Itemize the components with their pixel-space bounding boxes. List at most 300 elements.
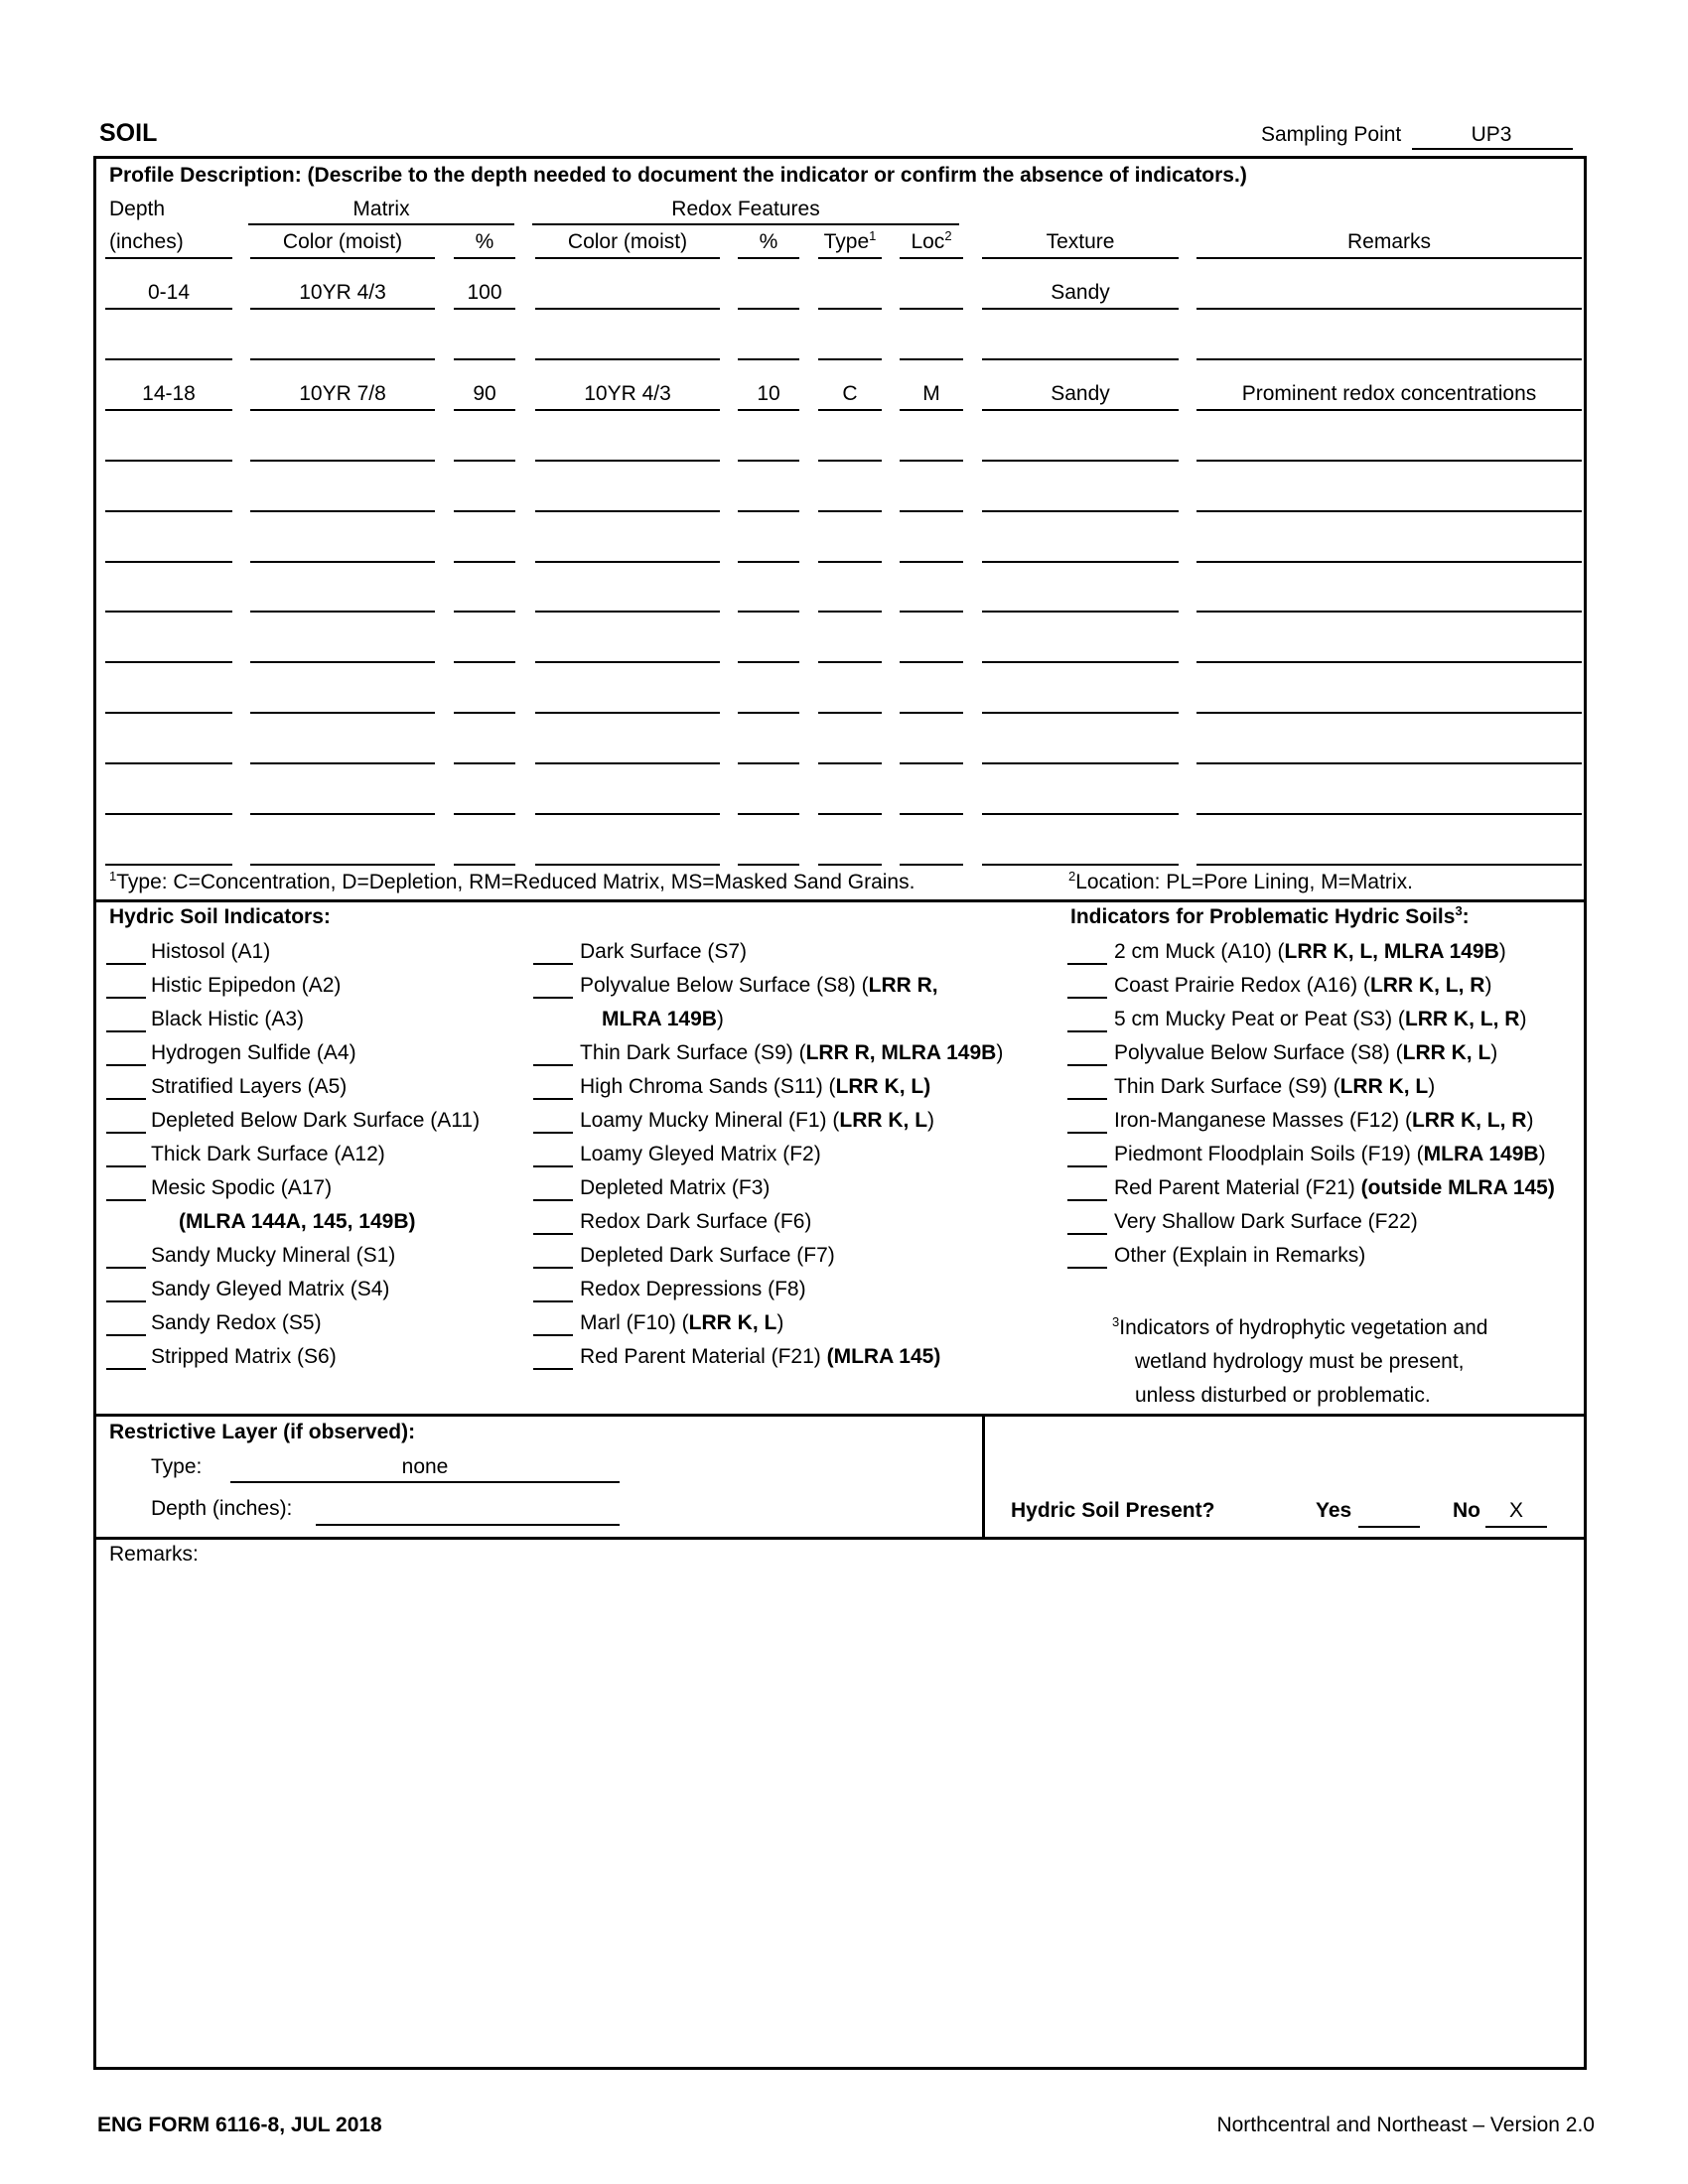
problematic-heading-text: Indicators for Problematic Hydric Soils xyxy=(1070,905,1456,928)
profile-row-underline xyxy=(1196,510,1582,512)
profile-heading: Profile Description: (Describe to the depth needed to document the indicator or confirm the absence of indicators.) xyxy=(109,164,1247,187)
problematic-indicator-item xyxy=(1114,1040,1497,1066)
profile-cell-matrix-pct[interactable]: 90 xyxy=(473,382,496,405)
indicator-checkbox-blank[interactable] xyxy=(533,1233,573,1235)
problematic-heading xyxy=(1070,904,1470,930)
profile-row-underline xyxy=(738,762,799,764)
sampling-point-label: Sampling Point xyxy=(1261,123,1402,146)
indicator-region: MLRA 149B xyxy=(602,1008,717,1030)
profile-row-underline xyxy=(454,661,515,663)
indicator-checkbox-blank[interactable] xyxy=(1067,1064,1107,1066)
restrictive-heading: Restrictive Layer (if observed): xyxy=(109,1421,416,1443)
restrictive-divider xyxy=(982,1415,985,1538)
profile-row-underline xyxy=(982,409,1179,411)
hydric-indicator-item: Stratified Layers (A5) xyxy=(151,1075,348,1098)
indicator-checkbox-blank[interactable] xyxy=(106,1165,146,1167)
profile-row-underline xyxy=(1196,308,1582,310)
profile-row-underline xyxy=(818,510,882,512)
profile-row-underline xyxy=(900,864,963,866)
problematic-indicator-item xyxy=(1114,1209,1418,1235)
sampling-point-underline xyxy=(1412,148,1573,150)
indicator-checkbox-blank[interactable] xyxy=(106,1334,146,1336)
profile-cell-depth[interactable]: 0-14 xyxy=(147,281,191,304)
profile-row-underline xyxy=(738,308,799,310)
profile-cell-type[interactable]: C xyxy=(842,382,858,405)
indicator-checkbox-blank[interactable] xyxy=(106,1199,146,1201)
profile-row-underline xyxy=(738,661,799,663)
loc-footnote-marker: 2 xyxy=(944,228,952,243)
profile-row-underline xyxy=(454,358,515,360)
profile-row-underline xyxy=(250,561,435,563)
profile-row-underline xyxy=(900,460,963,462)
profile-row-underline xyxy=(738,510,799,512)
profile-row-underline xyxy=(535,712,720,714)
hydric-indicator-item: Histosol (A1) xyxy=(151,940,271,963)
remarks-label: Remarks: xyxy=(109,1543,199,1566)
depth-group-label: Depth xyxy=(109,198,166,220)
indicator-text: Loamy Mucky Mineral (F1) ( xyxy=(580,1109,840,1132)
column-header-remarks xyxy=(1196,229,1582,255)
indicator-checkbox-blank[interactable] xyxy=(106,1064,146,1066)
column-header-text: Color (moist) xyxy=(567,230,688,253)
indicator-text: Very Shallow Dark Surface (F22) xyxy=(1114,1210,1418,1233)
profile-cell-loc[interactable]: M xyxy=(922,382,940,405)
profile-row-underline xyxy=(818,661,882,663)
sampling-point-field[interactable]: UP3 xyxy=(1471,123,1512,146)
profile-row-underline xyxy=(818,358,882,360)
profile-row-underline xyxy=(535,358,720,360)
profile-row-underline xyxy=(900,510,963,512)
profile-row-underline xyxy=(900,762,963,764)
indicator-region: LRR R, xyxy=(868,974,938,997)
problematic-indicator-item xyxy=(1114,939,1506,965)
profile-row-underline xyxy=(454,460,515,462)
profile-row-underline xyxy=(250,510,435,512)
restrictive-depth-underline xyxy=(316,1524,620,1526)
profile-row-underline xyxy=(454,308,515,310)
column-header-underline xyxy=(982,257,1179,259)
column-header-text: Remarks xyxy=(1346,230,1431,253)
profile-row-underline xyxy=(105,661,232,663)
indicator-region: LRR K, L xyxy=(839,1109,928,1132)
indicator-tail: ) xyxy=(1490,1041,1498,1064)
profile-row-underline xyxy=(982,712,1179,714)
profile-row-underline xyxy=(454,813,515,815)
footer-form-id: ENG FORM 6116-8, JUL 2018 xyxy=(97,2114,382,2136)
column-header-text: Type xyxy=(823,230,870,253)
hydric-indicator-item xyxy=(580,1040,1003,1066)
profile-row-underline xyxy=(1196,460,1582,462)
profile-row-underline xyxy=(535,762,720,764)
problematic-indicator-item xyxy=(1114,1142,1546,1167)
indicator-checkbox-blank[interactable] xyxy=(533,1368,573,1370)
profile-row-underline xyxy=(818,611,882,613)
indicator-text: Red Parent Material (F21) xyxy=(580,1345,827,1368)
profile-row-underline xyxy=(250,712,435,714)
column-header-text: Texture xyxy=(1046,230,1115,253)
problematic-note-2: wetland hydrology must be present, xyxy=(1135,1350,1465,1373)
indicator-checkbox-blank[interactable] xyxy=(1067,1233,1107,1235)
profile-row-underline xyxy=(982,813,1179,815)
indicator-checkbox-blank[interactable] xyxy=(1067,1267,1107,1269)
indicator-text: Loamy Gleyed Matrix (F2) xyxy=(580,1143,821,1165)
profile-row-underline xyxy=(738,358,799,360)
profile-row-underline xyxy=(105,611,232,613)
problematic-note-3: unless disturbed or problematic. xyxy=(1135,1384,1431,1407)
profile-cell-matrix-color[interactable]: 10YR 4/3 xyxy=(299,281,386,304)
indicator-text: Redox Dark Surface (F6) xyxy=(580,1210,812,1233)
indicator-checkbox-blank[interactable] xyxy=(1067,1030,1107,1032)
problematic-note-1 xyxy=(1112,1315,1487,1341)
restrictive-depth-label: Depth (inches): xyxy=(151,1497,293,1520)
hydric-indicator-item xyxy=(580,1175,770,1201)
problematic-indicator-item xyxy=(1114,1074,1435,1100)
indicator-tail: ) xyxy=(927,1109,935,1132)
profile-row-underline xyxy=(250,409,435,411)
profile-row-underline xyxy=(900,308,963,310)
hydric-indicator-item: Depleted Below Dark Surface (A11) xyxy=(151,1109,481,1132)
problematic-note-text-1: Indicators of hydrophytic vegetation and xyxy=(1119,1316,1488,1339)
indicator-tail: ) xyxy=(1538,1143,1546,1165)
profile-row-underline xyxy=(818,813,882,815)
footnote-type: $^1$Type: C=Concentration, D=Depletion, RM=Reduced Matrix, MS=Masked Sand Grains. xyxy=(109,869,915,893)
hydric-no-underline xyxy=(1485,1526,1547,1528)
profile-row-underline xyxy=(982,611,1179,613)
profile-row-underline xyxy=(1196,561,1582,563)
column-header-text: Loc xyxy=(911,230,945,253)
profile-row-underline xyxy=(982,510,1179,512)
hydric-indicator-item xyxy=(580,973,938,999)
indicator-tail: ) xyxy=(1519,1008,1527,1030)
indicator-region: (outside MLRA 145) xyxy=(1360,1176,1555,1199)
indicator-checkbox-blank[interactable] xyxy=(533,1334,573,1336)
indicator-region: MLRA 149B xyxy=(1423,1143,1539,1165)
profile-row-underline xyxy=(250,460,435,462)
indicator-region: LRR K, L xyxy=(688,1311,777,1334)
footnote-type-text: Type: C=Concentration, D=Depletion, RM=Reduced Matrix, MS=Masked Sand Grains. xyxy=(116,871,915,893)
column-header-type xyxy=(818,229,882,255)
indicator-tail: ) xyxy=(1498,940,1506,963)
profile-row-underline xyxy=(900,661,963,663)
indicator-checkbox-blank[interactable] xyxy=(106,1030,146,1032)
profile-row-underline xyxy=(900,358,963,360)
profile-row-underline xyxy=(105,561,232,563)
profile-row-underline xyxy=(535,813,720,815)
profile-cell-remarks[interactable]: Prominent redox concentrations xyxy=(1241,382,1537,405)
indicator-checkbox-blank[interactable] xyxy=(533,1098,573,1100)
hydric-yes-underline xyxy=(1358,1526,1420,1528)
indicator-region: (MLRA 145) xyxy=(826,1345,941,1368)
hydric-indicator-item: Stripped Matrix (S6) xyxy=(151,1345,337,1368)
problematic-indicator-item xyxy=(1114,1108,1533,1134)
profile-row-underline xyxy=(1196,813,1582,815)
indicator-region: LRR K, L) xyxy=(835,1075,931,1098)
restrictive-type-field[interactable]: none xyxy=(401,1455,449,1478)
indicator-checkbox-blank[interactable] xyxy=(1067,1098,1107,1100)
indicator-tail: ) xyxy=(996,1041,1004,1064)
indicator-checkbox-blank[interactable] xyxy=(1067,963,1107,965)
indicator-checkbox-blank[interactable] xyxy=(106,1098,146,1100)
type-footnote-marker: 1 xyxy=(869,228,877,243)
profile-row-underline xyxy=(105,409,232,411)
profile-row-underline xyxy=(454,561,515,563)
indicator-text: Depleted Matrix (F3) xyxy=(580,1176,771,1199)
indicator-checkbox-blank[interactable] xyxy=(106,997,146,999)
indicator-text: Piedmont Floodplain Soils (F19) ( xyxy=(1114,1143,1424,1165)
redox-group-line xyxy=(532,223,959,225)
profile-row-underline xyxy=(818,409,882,411)
indicator-text: Other (Explain in Remarks) xyxy=(1114,1244,1366,1267)
profile-row-underline xyxy=(454,409,515,411)
profile-row-underline xyxy=(982,308,1179,310)
section-divider-1 xyxy=(93,899,1587,902)
column-header-underline xyxy=(535,257,720,259)
profile-row-underline xyxy=(535,409,720,411)
profile-row-underline xyxy=(535,460,720,462)
profile-row-underline xyxy=(982,460,1179,462)
profile-row-underline xyxy=(1196,712,1582,714)
indicator-checkbox-blank[interactable] xyxy=(106,1267,146,1269)
hydric-indicator-item xyxy=(580,1277,806,1302)
hydric-indicators-heading: Hydric Soil Indicators: xyxy=(109,905,331,928)
indicator-checkbox-blank[interactable] xyxy=(533,1300,573,1302)
hydric-indicator-item: Hydrogen Sulfide (A4) xyxy=(151,1041,356,1064)
profile-row-underline xyxy=(250,358,435,360)
form-title: SOIL xyxy=(99,119,158,147)
profile-row-underline xyxy=(454,712,515,714)
indicator-text: Iron-Manganese Masses (F12) ( xyxy=(1114,1109,1412,1132)
profile-row-underline xyxy=(105,864,232,866)
redox-group-label: Redox Features xyxy=(671,198,820,220)
profile-row-underline xyxy=(535,661,720,663)
profile-row-underline xyxy=(818,864,882,866)
section-divider-3 xyxy=(93,1537,1587,1540)
indicator-tail: ) xyxy=(1428,1075,1436,1098)
hydric-no-field[interactable]: X xyxy=(1508,1499,1523,1522)
hydric-indicator-item: Thick Dark Surface (A12) xyxy=(151,1143,385,1165)
indicator-checkbox-blank[interactable] xyxy=(1067,1199,1107,1201)
profile-row-underline xyxy=(818,762,882,764)
profile-cell-redox-color[interactable]: 10YR 4/3 xyxy=(584,382,671,405)
profile-row-underline xyxy=(535,510,720,512)
hydric-indicator-item: Mesic Spodic (A17) xyxy=(151,1176,333,1199)
indicator-checkbox-blank[interactable] xyxy=(533,1064,573,1066)
profile-row-underline xyxy=(535,308,720,310)
indicator-text: Thin Dark Surface (S9) ( xyxy=(580,1041,806,1064)
indicator-region: LRR K, L xyxy=(1339,1075,1429,1098)
hydric-indicator-item xyxy=(580,1074,930,1100)
indicator-region: LRR K, L, R xyxy=(1369,974,1485,997)
profile-row-underline xyxy=(900,712,963,714)
profile-cell-redox-pct[interactable]: 10 xyxy=(757,382,780,405)
hydric-indicator-item xyxy=(580,1209,811,1235)
indicator-checkbox-blank[interactable] xyxy=(533,963,573,965)
hydric-indicator-item xyxy=(580,1108,934,1134)
profile-row-underline xyxy=(738,611,799,613)
profile-row-underline xyxy=(250,864,435,866)
indicator-region: LRR K, L xyxy=(1402,1041,1491,1064)
hydric-indicator-item: Sandy Mucky Mineral (S1) xyxy=(151,1244,396,1267)
footnote-location-text: Location: PL=Pore Lining, M=Matrix. xyxy=(1075,871,1413,893)
column-header-underline xyxy=(1196,257,1582,259)
profile-row-underline xyxy=(535,611,720,613)
indicator-text: Coast Prairie Redox (A16) ( xyxy=(1114,974,1370,997)
profile-row-underline xyxy=(982,864,1179,866)
profile-row-underline xyxy=(818,561,882,563)
profile-row-underline xyxy=(1196,762,1582,764)
profile-row-underline xyxy=(1196,358,1582,360)
indicator-tail: ) xyxy=(1484,974,1492,997)
restrictive-type-label: Type: xyxy=(151,1455,203,1478)
column-header-underline xyxy=(250,257,435,259)
indicator-text: Thin Dark Surface (S9) ( xyxy=(1114,1075,1340,1098)
column-header-underline xyxy=(738,257,799,259)
profile-row-underline xyxy=(1196,864,1582,866)
column-header-text: % xyxy=(475,230,494,253)
profile-row-underline xyxy=(982,762,1179,764)
column-header-text: % xyxy=(759,230,778,253)
profile-cell-matrix-color[interactable]: 10YR 7/8 xyxy=(299,382,386,405)
profile-row-underline xyxy=(454,510,515,512)
remarks-area[interactable] xyxy=(99,1570,1579,2063)
indicator-region: LRR R, MLRA 149B xyxy=(805,1041,997,1064)
profile-row-underline xyxy=(1196,409,1582,411)
problematic-heading-sup: 3 xyxy=(1455,903,1463,918)
section-divider-2 xyxy=(93,1414,1587,1417)
column-header-loc xyxy=(900,229,963,255)
indicator-checkbox-blank[interactable] xyxy=(106,1300,146,1302)
profile-row-underline xyxy=(250,661,435,663)
profile-row-underline xyxy=(105,510,232,512)
column-header-underline xyxy=(900,257,963,259)
profile-row-underline xyxy=(982,661,1179,663)
indicator-text: Redox Depressions (F8) xyxy=(580,1278,806,1300)
indicator-checkbox-blank[interactable] xyxy=(106,1368,146,1370)
column-header-underline xyxy=(454,257,515,259)
profile-row-underline xyxy=(738,460,799,462)
problematic-indicator-item xyxy=(1114,1243,1365,1269)
indicator-text: 2 cm Muck (A10) ( xyxy=(1114,940,1285,963)
profile-row-underline xyxy=(900,409,963,411)
profile-cell-texture[interactable]: Sandy xyxy=(1051,382,1110,405)
profile-row-underline xyxy=(818,712,882,714)
hydric-present-label: Hydric Soil Present? xyxy=(1011,1499,1215,1522)
indicator-region: LRR K, L, MLRA 149B xyxy=(1284,940,1499,963)
profile-row-underline xyxy=(105,762,232,764)
profile-row-underline xyxy=(738,409,799,411)
profile-row-underline xyxy=(250,813,435,815)
profile-row-underline xyxy=(738,561,799,563)
profile-row-underline xyxy=(105,813,232,815)
profile-row-underline xyxy=(535,864,720,866)
profile-cell-matrix-pct[interactable]: 100 xyxy=(467,281,502,304)
column-header-underline xyxy=(818,257,882,259)
restrictive-type-underline xyxy=(230,1481,620,1483)
mesic-spodic-mlra: (MLRA 144A, 145, 149B) xyxy=(179,1210,416,1233)
hydric-indicator-item xyxy=(580,1243,835,1269)
indicator-tail: ) xyxy=(776,1311,784,1334)
column-header-matrix-pct xyxy=(454,229,515,255)
profile-row-underline xyxy=(818,308,882,310)
indicator-checkbox-blank[interactable] xyxy=(106,1132,146,1134)
indicator-text: Marl (F10) ( xyxy=(580,1311,689,1334)
problematic-indicator-item xyxy=(1114,1175,1555,1201)
column-header-depth xyxy=(109,229,236,255)
indicator-checkbox-blank[interactable] xyxy=(533,1132,573,1134)
indicator-checkbox-blank[interactable] xyxy=(1067,1132,1107,1134)
profile-row-underline xyxy=(454,864,515,866)
column-header-texture xyxy=(982,229,1179,255)
hydric-indicator-item: Sandy Redox (S5) xyxy=(151,1311,322,1334)
hydric-indicator-item xyxy=(580,1142,821,1167)
profile-row-underline xyxy=(105,308,232,310)
problematic-note-sup: 3 xyxy=(1112,1314,1120,1329)
profile-row-underline xyxy=(818,460,882,462)
hydric-indicator-item xyxy=(580,939,747,965)
profile-row-underline xyxy=(250,611,435,613)
indicator-text: Polyvalue Below Surface (S8) ( xyxy=(580,974,869,997)
column-header-underline xyxy=(105,257,232,259)
indicator-region: LRR K, L, R xyxy=(1411,1109,1527,1132)
profile-row-underline xyxy=(250,308,435,310)
profile-row-underline xyxy=(454,762,515,764)
indicator-checkbox-blank[interactable] xyxy=(533,1165,573,1167)
hydric-indicator-item: Black Histic (A3) xyxy=(151,1008,305,1030)
indicator-checkbox-blank[interactable] xyxy=(106,963,146,965)
problematic-indicator-item xyxy=(1114,1007,1526,1032)
indicator-checkbox-blank[interactable] xyxy=(533,997,573,999)
indicator-tail: ) xyxy=(1526,1109,1534,1132)
indicator-checkbox-blank[interactable] xyxy=(1067,997,1107,999)
column-header-redox-pct xyxy=(738,229,799,255)
profile-row-underline xyxy=(982,358,1179,360)
profile-cell-texture[interactable]: Sandy xyxy=(1051,281,1110,304)
indicator-text: High Chroma Sands (S11) ( xyxy=(580,1075,836,1098)
hydric-indicator-item: Sandy Gleyed Matrix (S4) xyxy=(151,1278,390,1300)
profile-row-underline xyxy=(738,864,799,866)
profile-row-underline xyxy=(105,358,232,360)
problematic-heading-tail: : xyxy=(1462,905,1470,928)
indicator-text: Dark Surface (S7) xyxy=(580,940,748,963)
hydric-indicator-item xyxy=(580,1310,783,1336)
indicator-checkbox-blank[interactable] xyxy=(1067,1165,1107,1167)
indicator-text: Depleted Dark Surface (F7) xyxy=(580,1244,835,1267)
profile-row-underline xyxy=(900,611,963,613)
footer-version: Northcentral and Northeast – Version 2.0 xyxy=(1216,2114,1595,2136)
hydric-indicator-item xyxy=(580,1344,940,1370)
footnote-location: $^2$Location: PL=Pore Lining, M=Matrix. xyxy=(1068,869,1413,893)
indicator-checkbox-blank[interactable] xyxy=(533,1199,573,1201)
indicator-region: LRR K, L, R xyxy=(1404,1008,1520,1030)
matrix-group-label: Matrix xyxy=(352,198,410,220)
indicator-text: 5 cm Mucky Peat or Peat (S3) ( xyxy=(1114,1008,1405,1030)
profile-row-underline xyxy=(105,712,232,714)
profile-row-underline xyxy=(454,611,515,613)
hydric-indicator-item: Histic Epipedon (A2) xyxy=(151,974,342,997)
profile-row-underline xyxy=(105,460,232,462)
profile-cell-depth[interactable]: 14-18 xyxy=(142,382,196,405)
column-header-text: Color (moist) xyxy=(282,230,403,253)
hydric-yes-label: Yes xyxy=(1316,1499,1352,1522)
indicator-checkbox-blank[interactable] xyxy=(533,1267,573,1269)
matrix-group-line xyxy=(248,223,514,225)
column-header-matrix-color xyxy=(250,229,435,255)
problematic-indicator-item xyxy=(1114,973,1491,999)
polyvalue-mlra-continuation xyxy=(602,1007,724,1032)
profile-row-underline xyxy=(1196,611,1582,613)
profile-row-underline xyxy=(1196,661,1582,663)
indicator-tail: ) xyxy=(716,1008,724,1030)
